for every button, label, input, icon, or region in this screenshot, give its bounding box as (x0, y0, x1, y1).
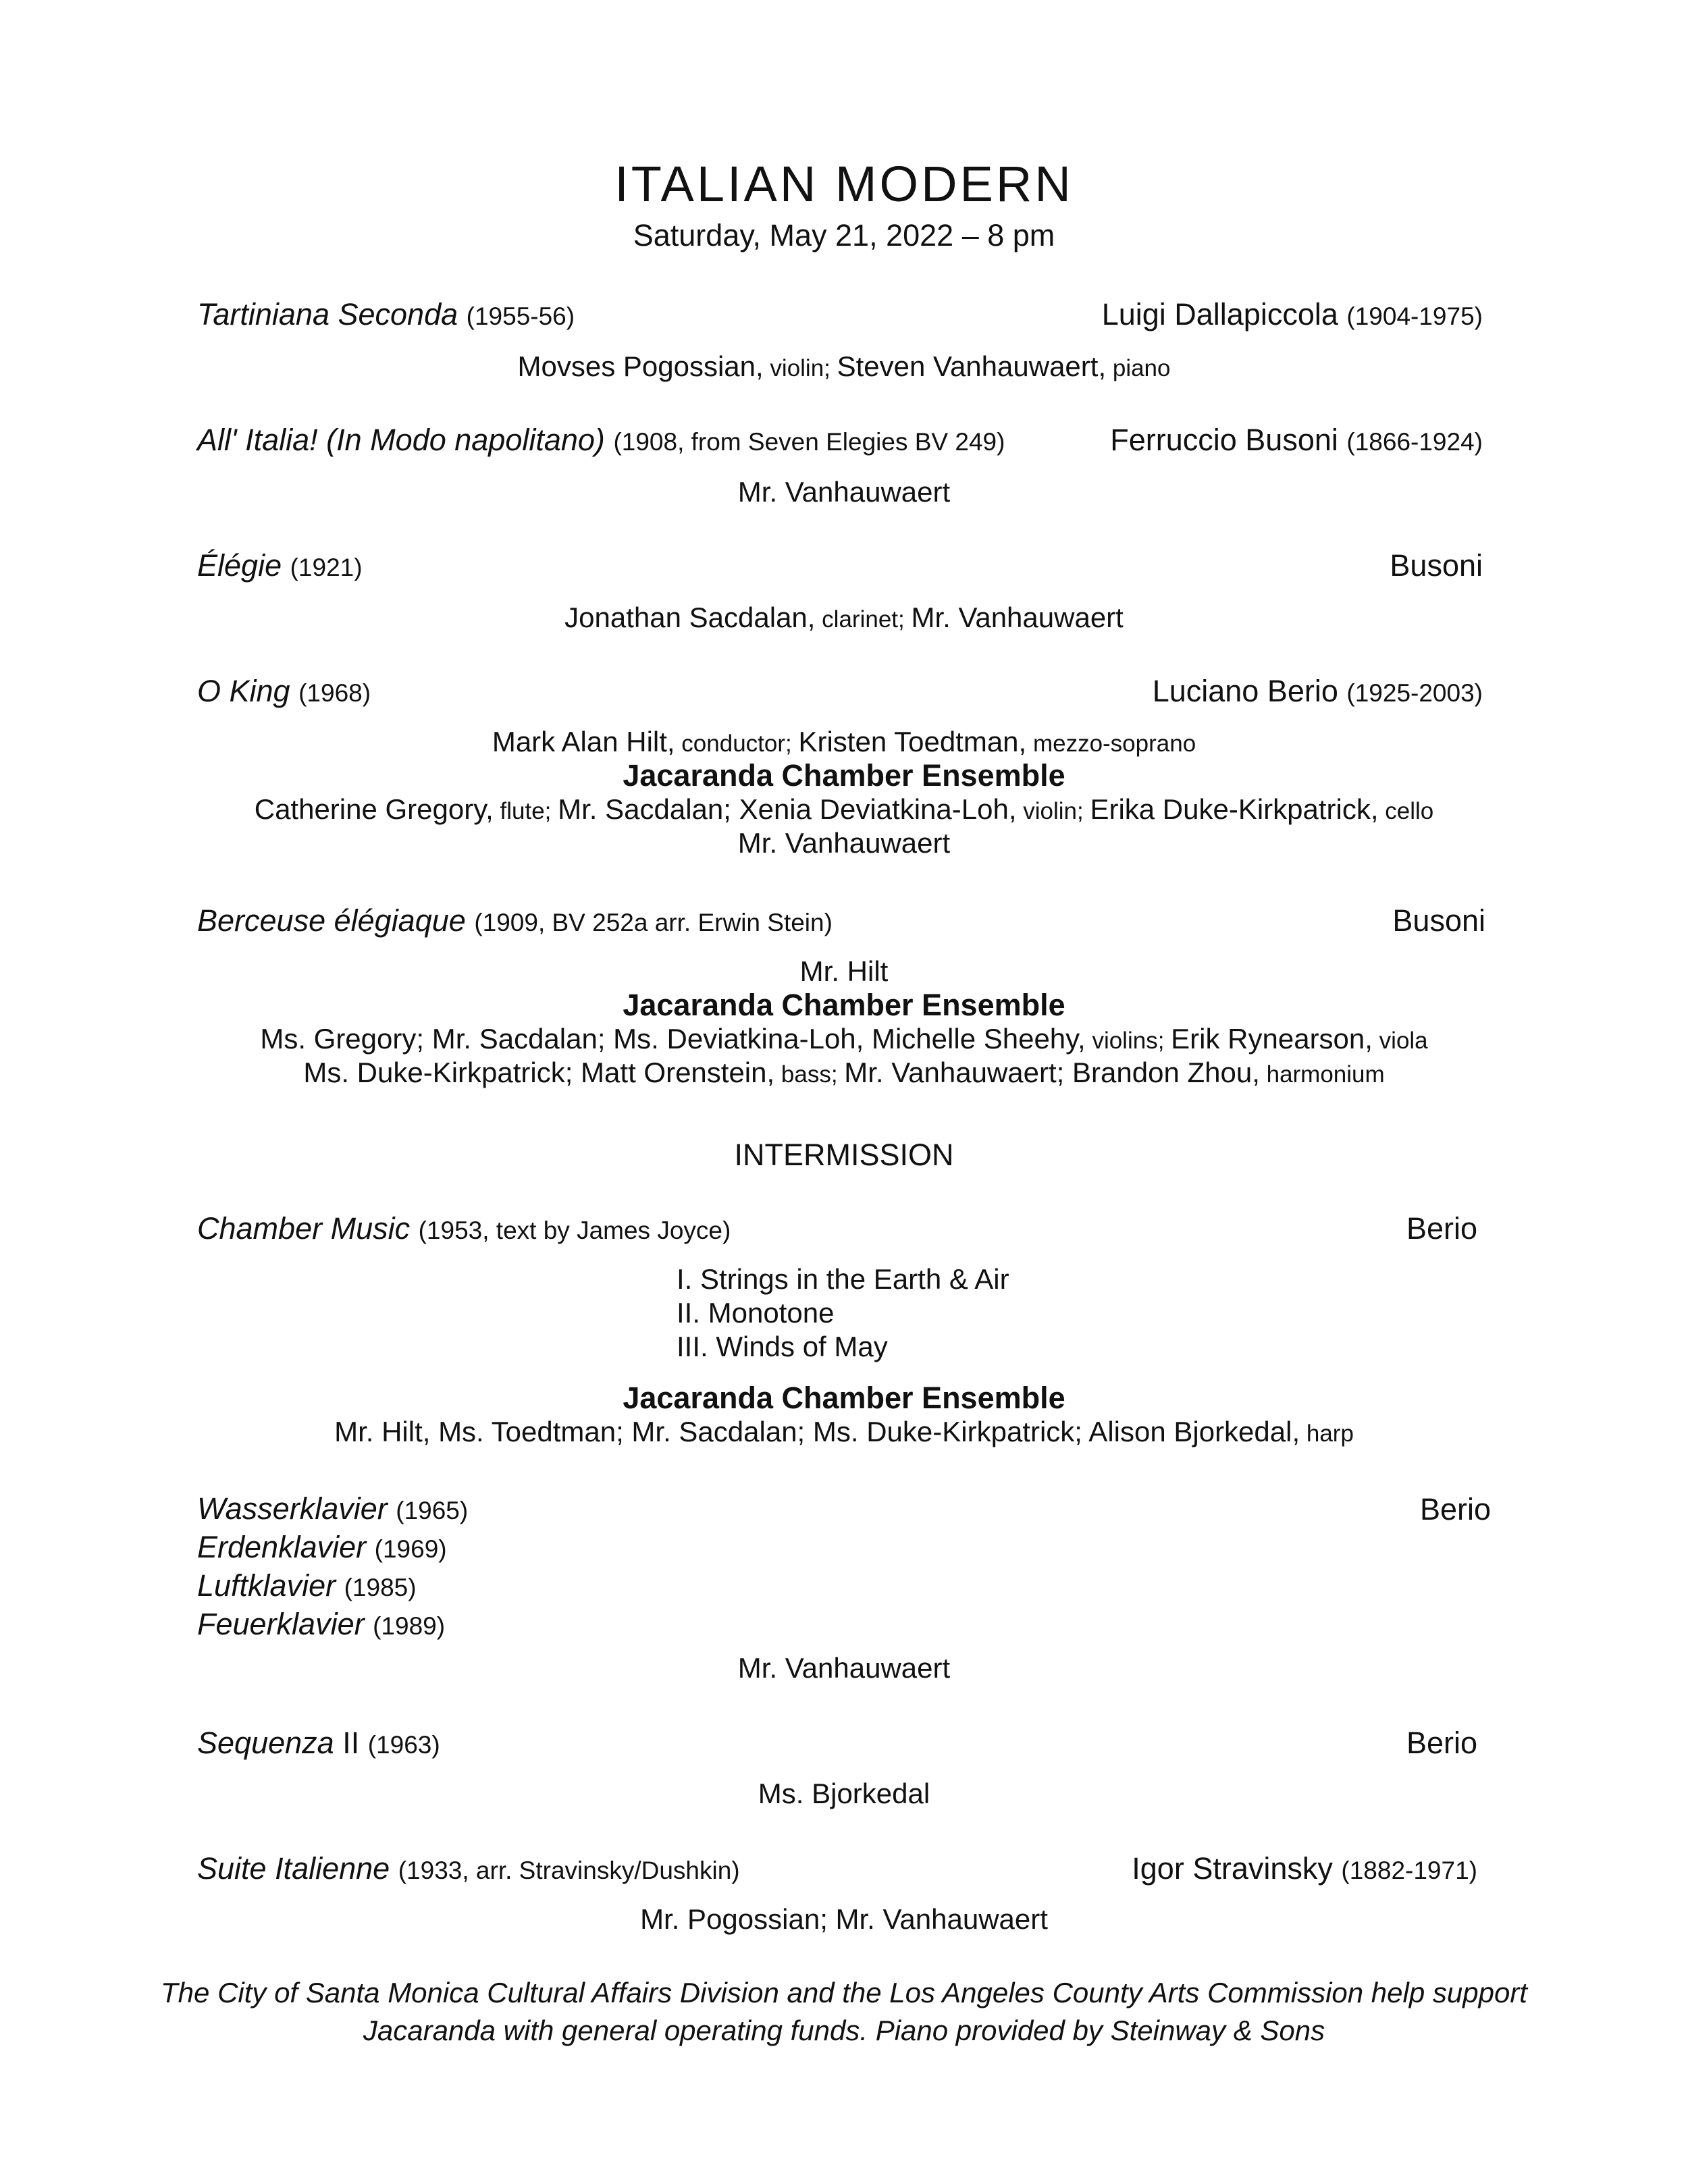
performer-name: Mark Alan Hilt, (492, 726, 675, 757)
work-title: Sequenza (197, 1726, 334, 1760)
intermission-label: INTERMISSION (734, 1138, 954, 1172)
work-title: Chamber Music (197, 1211, 411, 1246)
instrument-label: harp (1300, 1420, 1354, 1447)
performer-name: Mr. Vanhauwaert (911, 602, 1124, 633)
instrument-label: cello (1378, 798, 1434, 824)
klavier-work: Wasserklavier (1965) (197, 1491, 469, 1526)
composer-name: Berio (1406, 1726, 1477, 1760)
klavier-work: Erdenklavier (1969) (197, 1530, 447, 1564)
program-item-sequenza (197, 1723, 1477, 1763)
work-numeral: II (342, 1726, 360, 1760)
work-title: Tartiniana Seconda (197, 297, 458, 331)
composer-name: Berio (1419, 1492, 1491, 1526)
concert-date: Saturday, May 21, 2022 – 8 pm (633, 218, 1055, 252)
program-item-chamber-music (197, 1208, 1477, 1249)
performer-name: Erik Rynearson, (1171, 1023, 1373, 1055)
instrument-label: clarinet; (815, 606, 912, 633)
program-item-all-italia (197, 420, 1483, 460)
performer-name: Mr. Hilt, Ms. Toedtman; Mr. Sacdalan; Ms. Duke-Kirkpatrick; Alison Bjorkedal, (334, 1416, 1300, 1447)
ensemble-name: Jacaranda Chamber Ensemble (623, 758, 1065, 793)
performer-line (0, 475, 1688, 509)
movement-item: II. Monotone (677, 1297, 835, 1329)
klavier-work: Luftklavier (1985) (197, 1568, 417, 1603)
ensemble-line (0, 759, 1688, 793)
work-title: All' Italia! (In Modo napolitano) (197, 423, 605, 457)
performer-line (0, 826, 1688, 860)
work-detail: (1908, from Seven Elegies BV 249) (613, 428, 1005, 456)
composer-dates: (1882-1971) (1341, 1857, 1477, 1884)
composer-name: Berio (1406, 1211, 1477, 1246)
composer-name: Busoni (1390, 548, 1483, 583)
work-detail: (1963) (367, 1731, 440, 1759)
performer-name: Catherine Gregory, (254, 793, 494, 825)
performer-name: Erika Duke-Kirkpatrick, (1090, 793, 1379, 825)
instrument-label: viola (1372, 1028, 1428, 1054)
composer-name: Busoni (1392, 903, 1485, 938)
performer-line: Mr. Vanhauwaert (737, 1652, 951, 1684)
work-title: Suite Italienne (197, 1851, 390, 1886)
instrument-label: violin; (1016, 798, 1090, 824)
performer-name: Jonathan Sacdalan, (564, 602, 816, 633)
composer-name: Ferruccio Busoni (1110, 423, 1338, 457)
work-detail: (1909, BV 252a arr. Erwin Stein) (474, 909, 833, 936)
instrument-label: violins; (1085, 1028, 1171, 1054)
performer-name: Kristen Toedtman, (798, 726, 1027, 757)
composer-name: Luciano Berio (1152, 674, 1338, 708)
work-title: Berceuse élégiaque (197, 903, 466, 938)
composer-dates: (1904-1975) (1346, 302, 1483, 330)
klavier-work: Feuerklavier (1989) (197, 1607, 446, 1641)
footer-line: Jacaranda with general operating funds. Piano provided by Steinway & Sons (363, 2015, 1325, 2046)
work-detail: (1933, arr. Stravinsky/Dushkin) (398, 1857, 740, 1884)
performer-name: Mr. Sacdalan; Xenia Deviatkina-Loh, (558, 793, 1017, 825)
instrument-label: harmonium (1259, 1061, 1385, 1088)
performer-line (0, 955, 1688, 988)
work-detail: (1921) (290, 554, 363, 581)
instrument-label: piano (1106, 355, 1171, 381)
ensemble-name: Jacaranda Chamber Ensemble (623, 1381, 1065, 1415)
performer-name: Mr. Vanhauwaert; Brandon Zhou, (844, 1057, 1260, 1088)
program-item-berceuse (197, 901, 1483, 941)
instrument-label: flute; (493, 798, 558, 824)
performer-name: Steven Vanhauwaert, (837, 350, 1107, 382)
instrument-label: conductor; (675, 730, 799, 757)
ensemble-name: Jacaranda Chamber Ensemble (623, 988, 1065, 1022)
movement-item: I. Strings in the Earth & Air (677, 1263, 1009, 1295)
performer-name: Mr. Vanhauwaert (737, 476, 951, 508)
composer-name: Igor Stravinsky (1132, 1851, 1333, 1886)
concert-title: ITALIAN MODERN (614, 156, 1074, 212)
work-title: O King (197, 674, 290, 708)
movement-list (677, 1262, 1009, 1364)
performer-line (0, 1415, 1688, 1451)
performer-name: Mr. Hilt (799, 955, 889, 987)
performer-line (0, 350, 1688, 385)
performer-line (0, 1056, 1688, 1092)
performer-name: Movses Pogossian, (517, 350, 764, 382)
work-title: Élégie (197, 548, 282, 583)
program-item-elegie (197, 545, 1483, 586)
movement-item: III. Winds of May (677, 1331, 888, 1362)
performer-line: Mr. Pogossian; Mr. Vanhauwaert (640, 1903, 1048, 1935)
performer-line (0, 793, 1688, 828)
performer-line: Ms. Bjorkedal (758, 1778, 930, 1809)
composer-dates: (1866-1924) (1346, 428, 1483, 456)
performer-line (0, 725, 1688, 761)
program-item-tartiniana (197, 294, 1483, 335)
performer-name: Ms. Duke-Kirkpatrick; Matt Orenstein, (303, 1057, 775, 1088)
instrument-label: violin; (763, 355, 837, 381)
program-item-o-king (197, 671, 1483, 712)
klavier-works-list (197, 1491, 468, 1645)
composer-name: Luigi Dallapiccola (1101, 297, 1338, 331)
performer-name: Ms. Gregory; Mr. Sacdalan; Ms. Deviatkina-Loh, Michelle Sheehy, (260, 1023, 1086, 1055)
instrument-label: mezzo-soprano (1026, 730, 1196, 757)
work-detail: (1968) (298, 679, 371, 707)
footer-line: The City of Santa Monica Cultural Affairs Division and the Los Angeles County Arts Commission help support (161, 1977, 1527, 2008)
program-item-suite-italienne (197, 1848, 1477, 1889)
performer-line (0, 601, 1688, 637)
composer-dates: (1925-2003) (1346, 679, 1483, 707)
work-detail: (1953, text by James Joyce) (418, 1217, 731, 1244)
ensemble-line (0, 988, 1688, 1023)
work-detail: (1955-56) (466, 302, 575, 330)
footer-note (0, 1974, 1688, 2050)
performer-name: Mr. Vanhauwaert (737, 827, 951, 859)
instrument-label: bass; (774, 1061, 845, 1088)
performer-line (0, 1022, 1688, 1058)
